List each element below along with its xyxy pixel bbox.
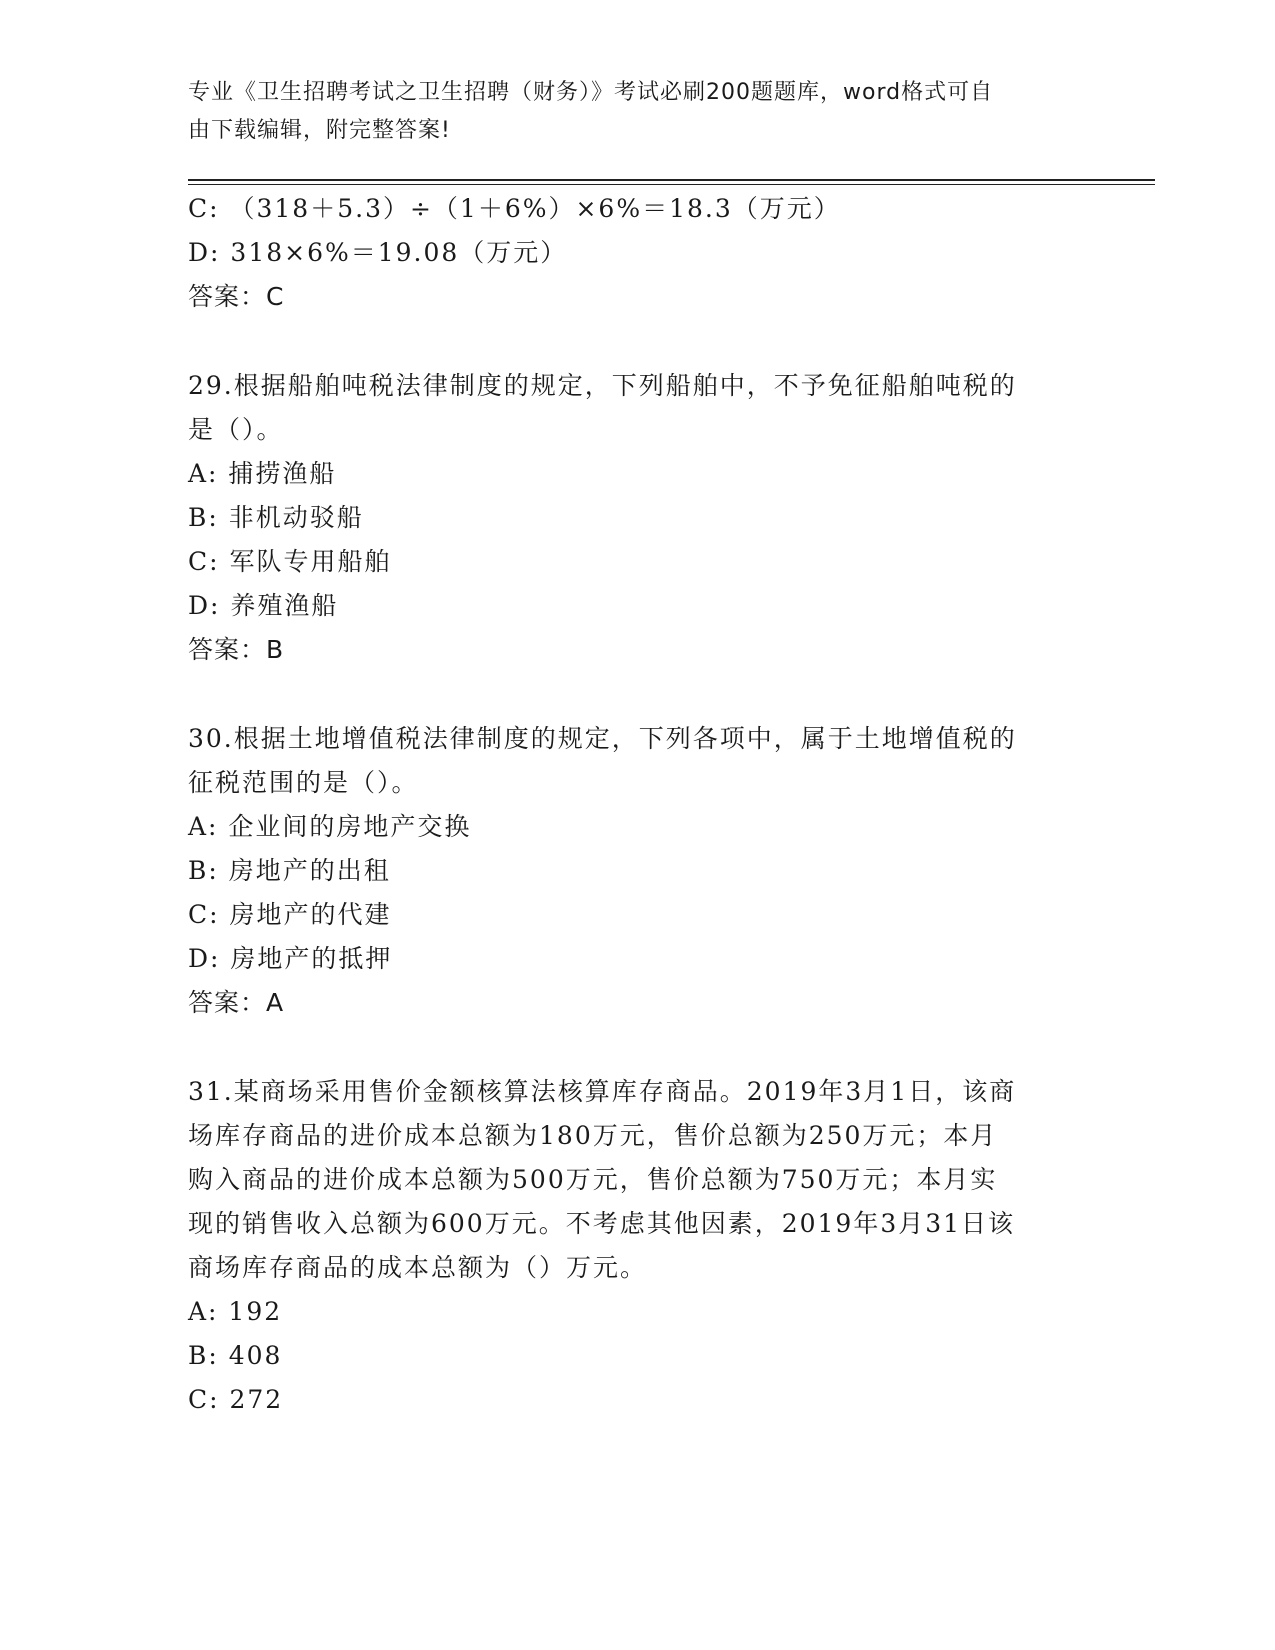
header-divider-thin (188, 184, 1155, 185)
q31-option-c: C: 272 (188, 1385, 284, 1414)
q30-option-a: A: 企业间的房地产交换 (188, 812, 472, 841)
q31-stem-line-2: 场库存商品的进价成本总额为180万元，售价总额为250万元；本月 (188, 1121, 998, 1150)
q31-stem-line-4: 现的销售收入总额为600万元。不考虑其他因素，2019年3月31日该 (188, 1209, 1016, 1238)
document-header (188, 74, 1068, 150)
q29-stem-line-2: 是（）。 (188, 415, 284, 444)
q29-option-c: C: 军队专用船舶 (188, 547, 392, 576)
q30-stem-line-1: 30.根据土地增值税法律制度的规定，下列各项中，属于土地增值税的 (188, 724, 1017, 753)
q31-option-b: B: 408 (188, 1341, 283, 1370)
q29-option-b: B: 非机动驳船 (188, 503, 364, 532)
q29-option-d: D: 养殖渔船 (188, 591, 339, 620)
q31-stem-line-1: 31.某商场采用售价金额核算法核算库存商品。2019年3月1日，该商 (188, 1077, 1017, 1106)
q29-answer: 答案：B (188, 635, 285, 664)
prev-option-d: D: 318×6%＝19.08（万元） (188, 238, 568, 267)
q30-stem-line-2: 征税范围的是（）。 (188, 768, 419, 797)
prev-option-c: C: （318＋5.3）÷（1＋6%）×6%＝18.3（万元） (188, 194, 841, 223)
q31-stem-line-5: 商场库存商品的成本总额为（）万元。 (188, 1253, 648, 1282)
header-line-2: 由下载编辑，附完整答案! (188, 118, 451, 143)
q30-option-b: B: 房地产的出租 (188, 856, 391, 885)
q30-option-d: D: 房地产的抵押 (188, 944, 393, 973)
header-line-1: 专业《卫生招聘考试之卫生招聘（财务）》考试必刷200题题库，word格式可自 (188, 80, 994, 105)
q30-answer: 答案：A (188, 988, 285, 1017)
q31-option-a: A: 192 (188, 1297, 283, 1326)
prev-answer: 答案：C (188, 282, 285, 311)
q29-option-a: A: 捕捞渔船 (188, 459, 337, 488)
q30-option-c: C: 房地产的代建 (188, 900, 392, 929)
header-divider-thick (188, 179, 1155, 181)
q31-stem-line-3: 购入商品的进价成本总额为500万元，售价总额为750万元；本月实 (188, 1165, 998, 1194)
q29-stem-line-1: 29.根据船舶吨税法律制度的规定，下列船舶中，不予免征船舶吨税的 (188, 371, 1017, 400)
